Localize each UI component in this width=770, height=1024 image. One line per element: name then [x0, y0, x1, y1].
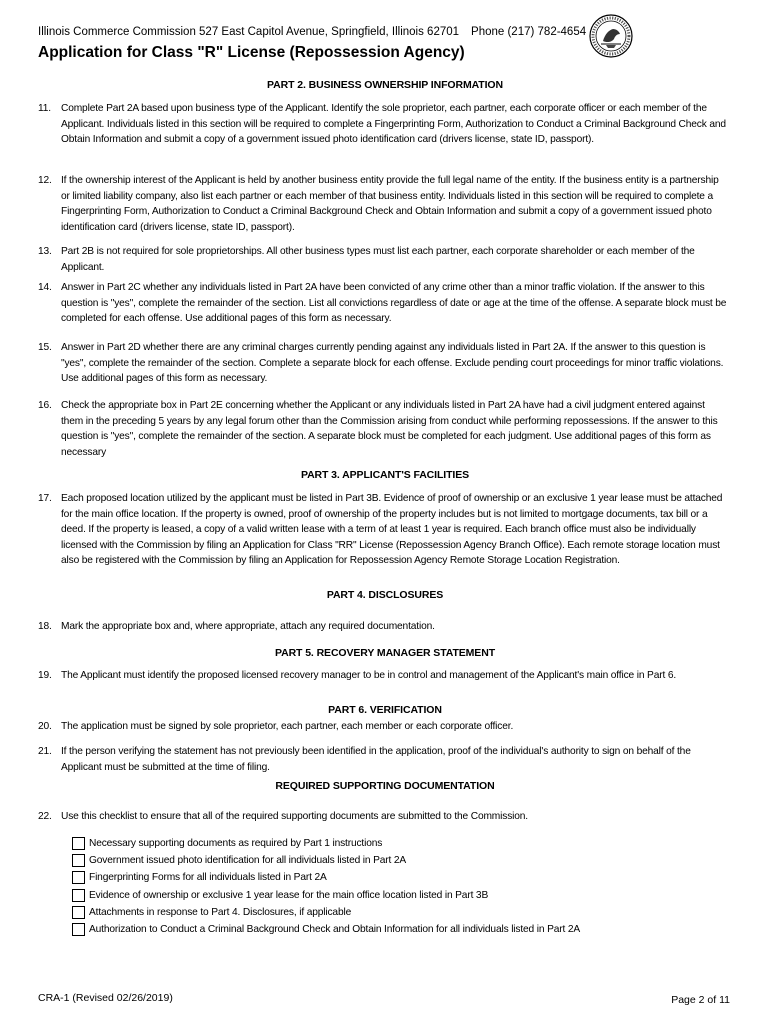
- item-text: If the person verifying the statement has not previously been identified in the application, proof of the individual's authority to sign on behalf of the Applicant must be submitted at the time of filing.: [61, 746, 691, 773]
- checklist-item: [72, 904, 712, 921]
- instruction-item-19: [38, 668, 728, 684]
- checklist-item: [72, 921, 712, 938]
- item-number: 20.: [38, 721, 52, 732]
- checklist-label: Government issued photo identification for all individuals listed in Part 2A: [89, 855, 407, 867]
- item-text: Each proposed location utilized by the applicant must be listed in Part 3B. Evidence of proof of ownership or an exclusive 1 year lease must be attached for the main office location. If the property is owned, proof of ownership of the property includes but is not limited to mortgage documents, tax bill or a deed. If the property is leased, a copy of a valid written lease with a term of at least 1 year is required. Each branch office must also be individually licensed with the Commission by filing an Application for Class "RR" License (Repossession Agency Branch Office). Each remote storage location must also be registered with the Commission by filing an Application for Repossession Agency Remote Storage Location Registration.: [61, 493, 723, 567]
- part6-heading: PART 6. VERIFICATION: [328, 704, 442, 716]
- agency-header: [38, 26, 586, 38]
- instruction-item-17: [38, 491, 728, 569]
- instruction-item-16: [38, 398, 728, 460]
- item-number: 21.: [38, 746, 52, 757]
- instruction-item-11: [38, 101, 728, 148]
- item-text: Mark the appropriate box and, where appropriate, attach any required documentation.: [61, 621, 435, 632]
- required-docs-heading: REQUIRED SUPPORTING DOCUMENTATION: [275, 780, 495, 792]
- part4-heading: PART 4. DISCLOSURES: [326, 589, 444, 601]
- item-text: If the ownership interest of the Applicant is held by another business entity provide the full legal name of the entity. If the business entity is a partnership or limited liability company, also list each partner or each member of that business entity. Individuals listed in this section will be required to complete a Fingerprinting Form, Authorization to Conduct a Criminal Background Check and Obtain Information and submit a copy of a government issued photo identification card (drivers license, state ID, passport).: [61, 175, 719, 233]
- item-number: 14.: [38, 282, 52, 293]
- document-title: Application for Class "R" License (Repossession Agency): [38, 44, 465, 61]
- checklist-item: [72, 869, 712, 886]
- agency-phone: Phone (217) 782-4654: [471, 26, 587, 38]
- checklist-checkbox[interactable]: [72, 871, 85, 884]
- checklist-checkbox[interactable]: [72, 837, 85, 850]
- supporting-docs-checklist: [72, 835, 712, 938]
- checklist-label: Necessary supporting documents as required by Part 1 instructions: [89, 838, 383, 850]
- item-number: 18.: [38, 621, 52, 632]
- instruction-item-20: [38, 719, 728, 735]
- checklist-checkbox[interactable]: [72, 854, 85, 867]
- item-text: Part 2B is not required for sole proprietorships. All other business types must list each partner, each corporate shareholder or each member of the Applicant.: [61, 246, 695, 273]
- checklist-item: [72, 887, 712, 904]
- checklist-label: Evidence of ownership or exclusive 1 year lease for the main office location listed in Part 3B: [89, 889, 489, 901]
- form-revision: CRA-1 (Revised 02/26/2019): [38, 992, 173, 1004]
- part2-heading: PART 2. BUSINESS OWNERSHIP INFORMATION: [267, 79, 503, 91]
- part5-heading: PART 5. RECOVERY MANAGER STATEMENT: [274, 647, 496, 659]
- item-text: Use this checklist to ensure that all of the required supporting documents are submitted to the Commission.: [61, 811, 528, 822]
- part3-heading: PART 3. APPLICANT'S FACILITIES: [300, 469, 470, 481]
- item-text: The Applicant must identify the proposed licensed recovery manager to be in control and management of the Applicant's main office in Part 6.: [61, 670, 677, 681]
- item-number: 22.: [38, 811, 52, 822]
- state-seal-icon: [589, 14, 633, 58]
- item-number: 12.: [38, 175, 52, 186]
- item-number: 16.: [38, 400, 52, 411]
- instruction-item-22: [38, 809, 728, 825]
- item-text: Answer in Part 2D whether there are any criminal charges currently pending against any individuals listed in Part 2A. If the answer to this question is "yes", complete the remainder of the section. Complete a separate block for each offense. Exclude pending court proceedings for minor traffic violations. Use additional pages of this form as necessary.: [61, 342, 724, 385]
- item-number: 13.: [38, 246, 52, 257]
- checklist-item: [72, 835, 712, 852]
- instruction-item-15: [38, 340, 728, 387]
- instruction-item-14: [38, 280, 728, 327]
- checklist-label: Attachments in response to Part 4. Disclosures, if applicable: [89, 906, 352, 918]
- page-number: Page 2 of 11: [671, 994, 730, 1006]
- instruction-item-18: [38, 619, 728, 635]
- item-text: Answer in Part 2C whether any individuals listed in Part 2A have been convicted of any crime other than a minor traffic violation. If the answer to this question is "yes", complete the remainder of the section. List all convictions regardless of date or age at the time of the offense. A separate block must be completed for each offense. Use additional pages of this form as necessary.: [61, 282, 727, 325]
- item-text: Complete Part 2A based upon business type of the Applicant. Identify the sole proprietor, each partner, each corporate officer or each member of the Applicant. Individuals listed in this section will be required to complete a Fingerprinting Form, Authorization to Conduct a Criminal Background Check and Obtain Information and submit a copy of a government issued photo identification card (drivers license, state ID, passport).: [61, 103, 726, 146]
- instruction-item-12: [38, 173, 728, 235]
- checklist-label: Authorization to Conduct a Criminal Background Check and Obtain Information for all individuals listed in Part 2A: [89, 924, 580, 936]
- checklist-label: Fingerprinting Forms for all individuals listed in Part 2A: [89, 872, 327, 884]
- checklist-checkbox[interactable]: [72, 923, 85, 936]
- checklist-checkbox[interactable]: [72, 906, 85, 919]
- checklist-checkbox[interactable]: [72, 889, 85, 902]
- item-number: 15.: [38, 342, 52, 353]
- item-number: 11.: [38, 103, 51, 114]
- item-number: 19.: [38, 670, 52, 681]
- instruction-item-13: [38, 244, 728, 275]
- item-text: The application must be signed by sole proprietor, each partner, each member or each corporate officer.: [61, 721, 514, 732]
- agency-address: Illinois Commerce Commission 527 East Capitol Avenue, Springfield, Illinois 62701: [38, 26, 460, 38]
- checklist-item: [72, 852, 712, 869]
- instruction-item-21: [38, 744, 728, 775]
- item-text: Check the appropriate box in Part 2E concerning whether the Applicant or any individuals listed in Part 2A have had a civil judgment entered against them in the preceding 5 years by any legal forum other than the Commission arising from conduct while performing repossessions. If the answer to this question is "yes", complete the remainder of the section. A separate block must be completed for each judgment. Use additional pages of this form as necessary: [61, 400, 718, 458]
- item-number: 17.: [38, 493, 52, 504]
